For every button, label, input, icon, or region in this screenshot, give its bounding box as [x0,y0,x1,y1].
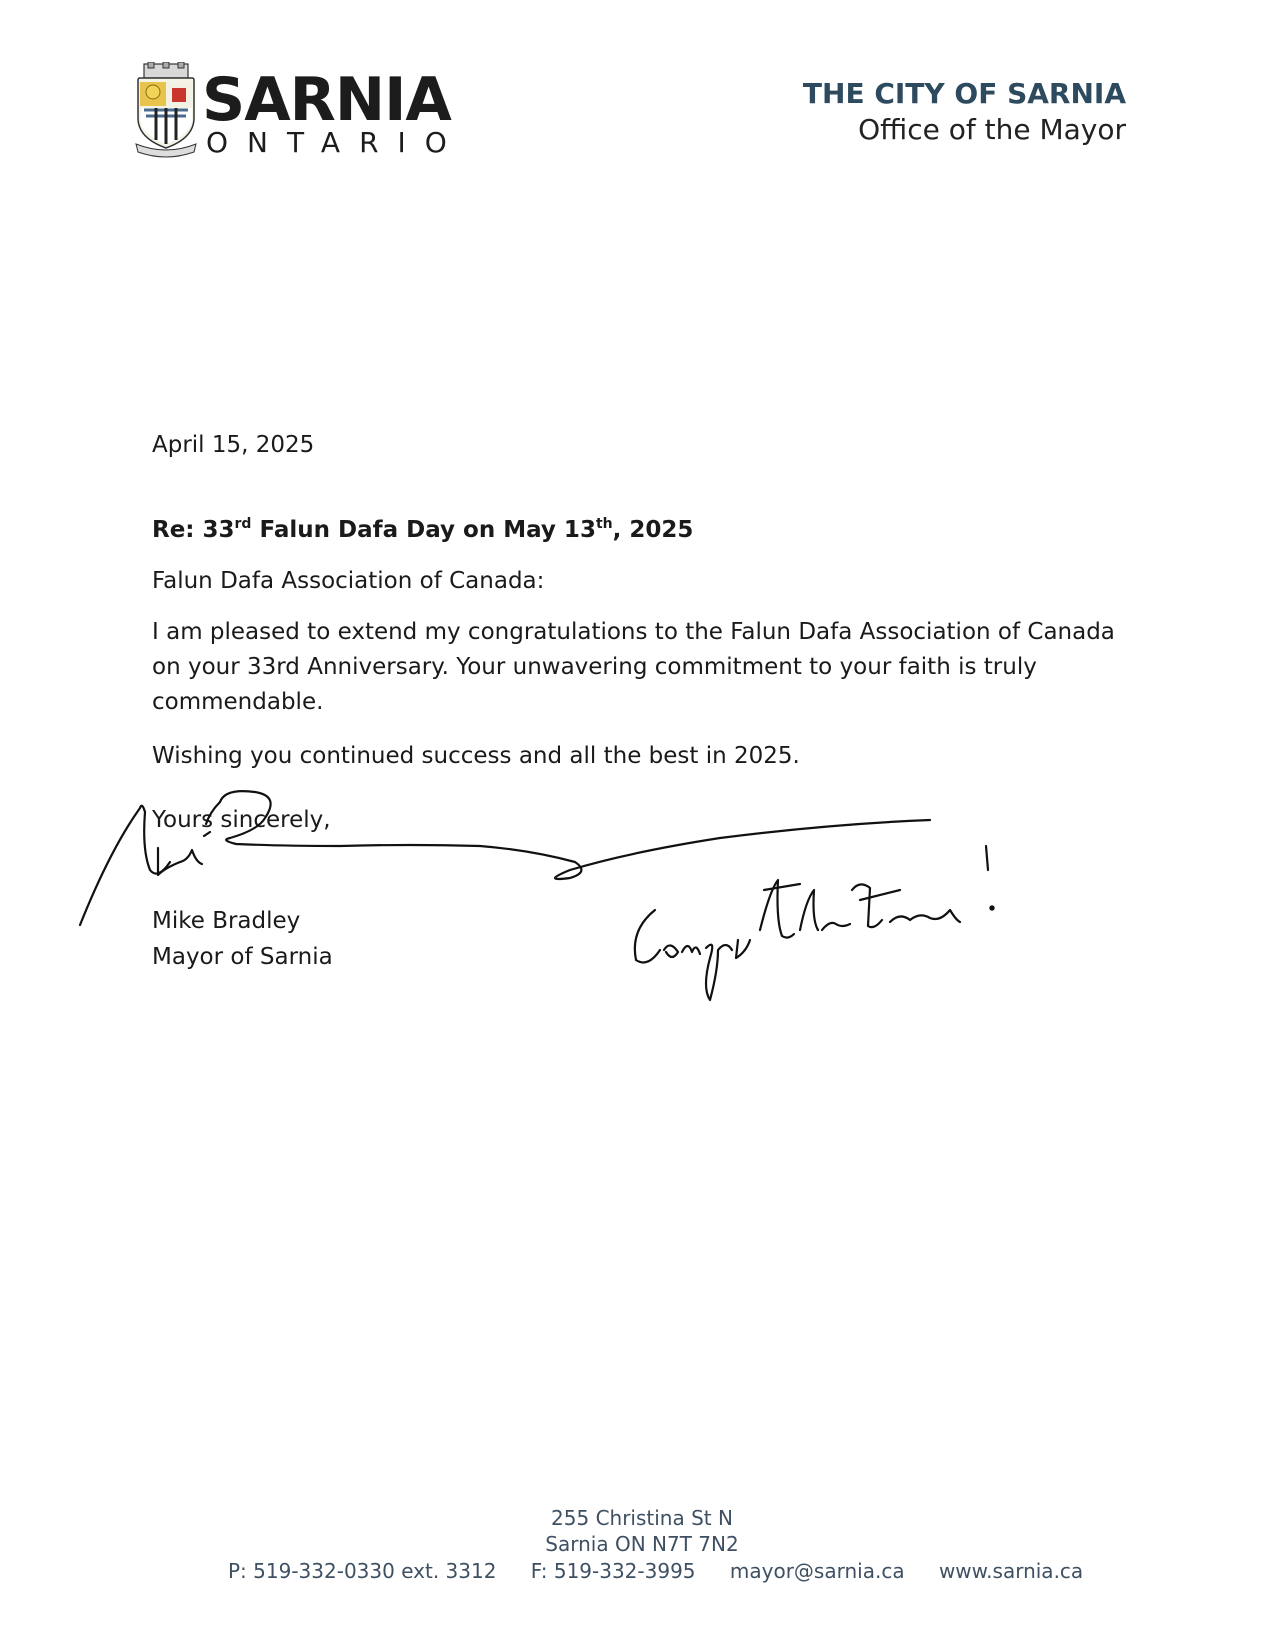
office-name: Office of the Mayor [858,113,1126,146]
footer-website-link[interactable]: www.sarnia.ca [938,1559,1084,1583]
footer-contacts [228,1558,1111,1584]
logo-province: ONTARIO [206,126,466,159]
footer-fax: F: 519-332-3995 [530,1559,696,1583]
letter-paragraph-1: I am pleased to extend my congratulations to the Falun Dafa Association of Canada on your 33rd Anniversary. Your unwavering commitment to your faith is truly commendable. [152,619,1115,715]
letter-paragraph-2: Wishing you continued success and all the best in 2025. [152,743,800,769]
subject-middle: Falun Dafa Day on May 13 [251,517,596,543]
sarnia-logo [134,62,464,162]
footer-address-line-1: 255 Christina St N [551,1506,733,1530]
city-crest-icon [134,62,198,158]
signer-name: Mike Bradley [152,908,301,934]
letter-closing: Yours sincerely, [152,807,331,833]
office-header [803,76,1126,148]
letter-date: April 15, 2025 [152,432,315,458]
logo-wordmark: SARNIA [202,65,451,135]
subject-year: , 2025 [612,517,694,543]
city-title: THE CITY OF SARNIA [802,77,1126,110]
letter-subject [152,513,693,548]
footer-phone: P: 519-332-0330 ext. 3312 [228,1559,497,1583]
letter-salutation: Falun Dafa Association of Canada: [152,568,545,594]
footer-address-line-2: Sarnia ON N7T 7N2 [545,1532,739,1556]
subject-ordinal-suffix: rd [234,516,252,532]
subject-prefix: Re: 33 [152,517,235,543]
footer-email-link[interactable]: mayor@sarnia.ca [729,1559,905,1583]
signer-title: Mayor of Sarnia [152,944,333,970]
subject-date-suffix: th [595,516,613,532]
